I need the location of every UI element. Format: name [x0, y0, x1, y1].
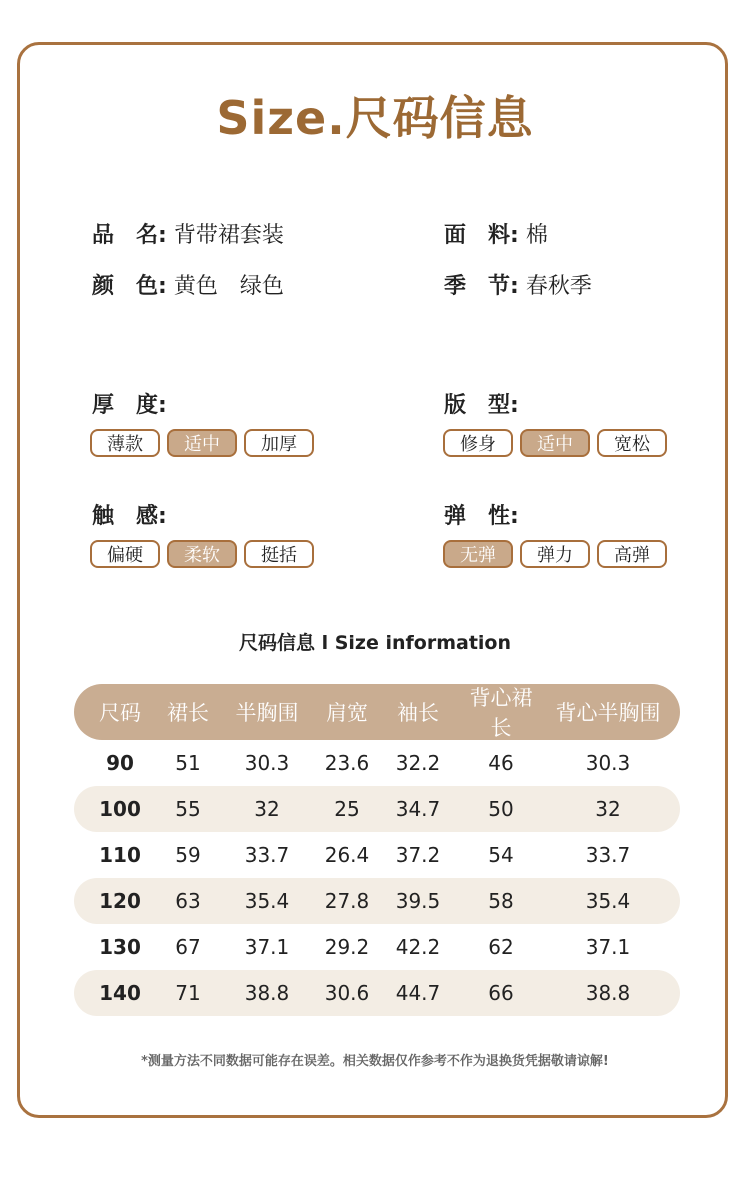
thickness-options — [90, 429, 314, 457]
table-cell: 67 — [175, 935, 201, 959]
color-label: 颜 色: — [92, 274, 167, 299]
table-row — [74, 786, 680, 832]
table-cell: 37.1 — [585, 935, 631, 959]
table-cell: 30.3 — [585, 751, 631, 775]
table-cell: 130 — [99, 935, 141, 959]
season-info — [444, 269, 592, 300]
measurement-note: *测量方法不同数据可能存在误差。相关数据仅作参考不作为退换货凭据敬请谅解! — [141, 1054, 609, 1069]
table-cell: 39.5 — [395, 889, 441, 913]
option-pill: 无弹 — [443, 540, 513, 568]
table-cell: 32.2 — [395, 751, 441, 775]
fit-options — [443, 429, 667, 457]
option-pill: 偏硬 — [90, 540, 160, 568]
table-cell: 100 — [99, 797, 141, 821]
table-cell: 55 — [175, 797, 201, 821]
column-header: 肩宽 — [326, 701, 368, 725]
option-pill: 修身 — [443, 429, 513, 457]
table-cell: 23.6 — [324, 751, 370, 775]
table-cell: 26.4 — [324, 843, 370, 867]
table-cell: 38.8 — [585, 981, 631, 1005]
table-cell: 25 — [334, 797, 360, 821]
option-pill: 高弹 — [597, 540, 667, 568]
table-cell: 37.1 — [244, 935, 290, 959]
table-cell: 32 — [595, 797, 621, 821]
column-header: 尺码 — [99, 701, 141, 725]
table-cell: 46 — [488, 751, 514, 775]
table-cell: 35.4 — [585, 889, 631, 913]
season-label: 季 节: — [444, 274, 519, 299]
size-table — [74, 684, 680, 1016]
product-name-value: 背带裙套装 — [173, 223, 284, 248]
table-cell: 32 — [254, 797, 280, 821]
option-pill: 薄款 — [90, 429, 160, 457]
column-header: 裙长 — [167, 701, 209, 725]
fabric-value: 棉 — [525, 223, 548, 248]
table-cell: 30.6 — [324, 981, 370, 1005]
table-cell: 33.7 — [244, 843, 290, 867]
product-name — [92, 218, 284, 249]
fabric — [444, 218, 548, 249]
thickness-label: 厚 度: — [92, 393, 167, 418]
table-cell: 62 — [488, 935, 514, 959]
size-table-header — [74, 684, 680, 740]
table-cell: 51 — [175, 751, 201, 775]
table-row — [74, 878, 680, 924]
table-row — [74, 832, 680, 878]
table-cell: 27.8 — [324, 889, 370, 913]
option-pill: 柔软 — [167, 540, 237, 568]
table-cell: 30.3 — [244, 751, 290, 775]
option-pill: 挺括 — [244, 540, 314, 568]
table-cell: 66 — [488, 981, 514, 1005]
column-header: 背心裙长 — [469, 686, 533, 740]
column-header: 背心半胸围 — [555, 701, 661, 725]
table-cell: 110 — [99, 843, 141, 867]
page-title: Size.尺码信息 — [216, 91, 534, 145]
option-pill: 加厚 — [244, 429, 314, 457]
fabric-label: 面 料: — [444, 223, 519, 248]
option-pill: 弹力 — [520, 540, 590, 568]
table-cell: 35.4 — [244, 889, 290, 913]
table-cell: 33.7 — [585, 843, 631, 867]
table-cell: 44.7 — [395, 981, 441, 1005]
option-pill: 宽松 — [597, 429, 667, 457]
column-header: 袖长 — [397, 701, 439, 725]
table-cell: 120 — [99, 889, 141, 913]
size-table-body — [74, 740, 680, 1016]
feel-options — [90, 540, 314, 568]
table-row — [74, 740, 680, 786]
table-cell: 37.2 — [395, 843, 441, 867]
product-name-label: 品 名: — [92, 223, 167, 248]
elasticity-label: 弹 性: — [444, 504, 519, 529]
table-row — [74, 924, 680, 970]
color-info — [92, 269, 284, 300]
fit-label: 版 型: — [444, 393, 519, 418]
table-cell: 38.8 — [244, 981, 290, 1005]
table-row — [74, 970, 680, 1016]
feel-label: 触 感: — [92, 504, 167, 529]
table-cell: 63 — [175, 889, 201, 913]
table-cell: 29.2 — [324, 935, 370, 959]
table-cell: 50 — [488, 797, 514, 821]
column-header: 半胸围 — [235, 701, 299, 725]
color-value: 黄色 绿色 — [173, 274, 284, 299]
table-cell: 71 — [175, 981, 201, 1005]
size-section-title: 尺码信息 l Size information — [238, 632, 512, 654]
table-cell: 34.7 — [395, 797, 441, 821]
season-value: 春秋季 — [525, 274, 592, 299]
table-cell: 90 — [106, 751, 134, 775]
option-pill: 适中 — [520, 429, 590, 457]
table-cell: 58 — [488, 889, 514, 913]
table-cell: 42.2 — [395, 935, 441, 959]
table-cell: 54 — [488, 843, 514, 867]
table-cell: 59 — [175, 843, 201, 867]
elasticity-options — [443, 540, 667, 568]
table-cell: 140 — [99, 981, 141, 1005]
option-pill: 适中 — [167, 429, 237, 457]
